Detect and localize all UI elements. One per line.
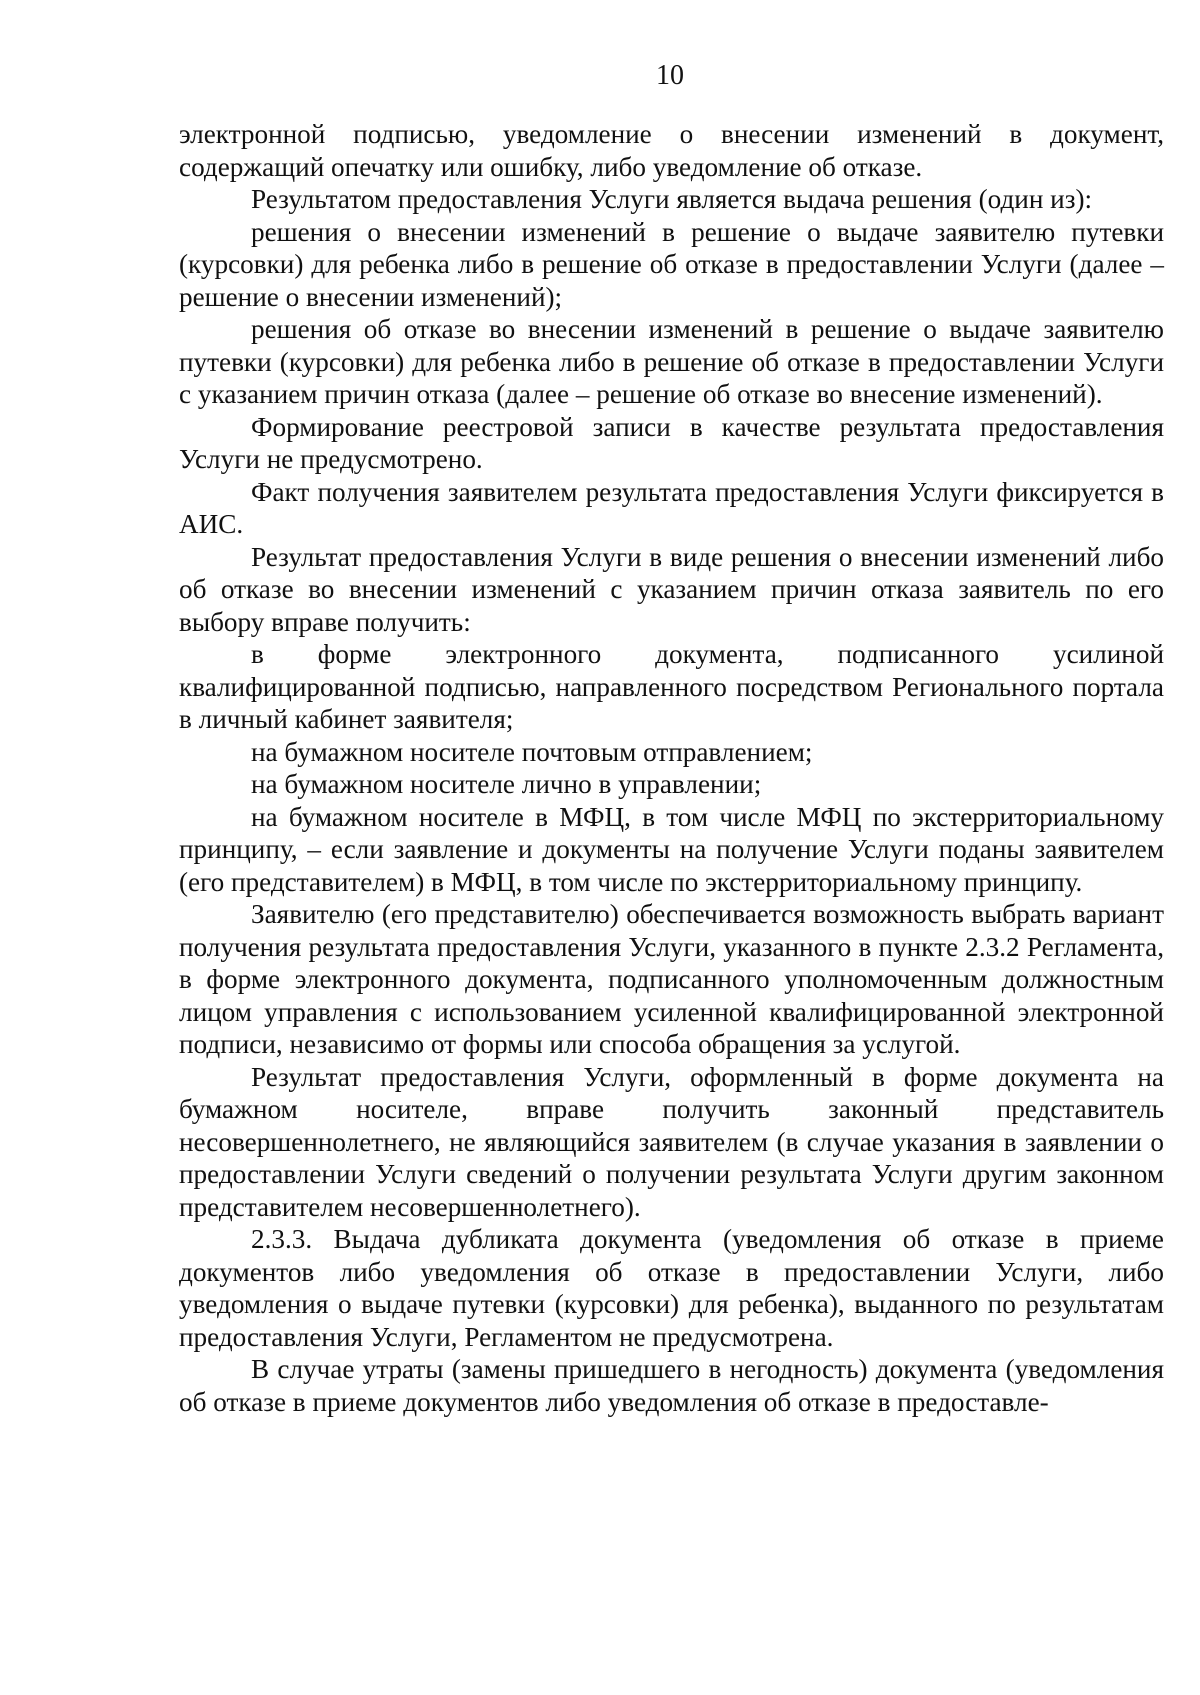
paragraph: Факт получения заявителем результата предоставления Услуги фиксируется в АИС. [179, 476, 1164, 539]
document-body [179, 118, 1164, 1418]
paragraph: на бумажном носителе почтовым отправлением; [251, 736, 813, 767]
paragraph: Результатом предоставления Услуги является выдача решения (один из): [251, 184, 1093, 214]
paragraph: в форме электронного документа, подписанного усилиной квалифицированной подписью, направленного посредством Регионального портала в личный кабинет заявителя; [179, 639, 1164, 734]
paragraph: электронной подписью, уведомление о внесении изменений в документ, содержащий опечатку или ошибку, либо уведомление об отказе. [179, 119, 1164, 182]
paragraph: Формирование реестровой записи в качестве результата предоставления Услуги не предусмотрено. [179, 411, 1164, 474]
page-number: 10 [656, 60, 684, 91]
paragraph: Заявителю (его представителю) обеспечивается возможность выбрать вариант получения результата предоставления Услуги, указанного в пункте 2.3.2 Регламента, в форме электронного документа, подписанного уполномоченным должностным лицом управления с использованием усиленной квалифицированной электронной подписи, независимо от формы или способа обращения за услугой. [179, 899, 1164, 1059]
paragraph: Результат предоставления Услуги, оформленный в форме документа на бумажном носителе, вправе получить законный представитель несовершеннолетнего, не являющийся заявителем (в случае указания в заявлении о предоставлении Услуги сведений о получении результата Услуги другим законном представителем несовершеннолетнего). [179, 1061, 1164, 1222]
paragraph: В случае утраты (замены пришедшего в негодность) документа (уведомления об отказе в приеме документов либо уведомления об отказе в предоставле- [179, 1354, 1164, 1417]
paragraph: решения о внесении изменений в решение о выдаче заявителю путевки (курсовки) для ребенка либо в решение об отказе в предоставлении Услуги (далее – решение о внесении изменений); [179, 216, 1164, 312]
paragraph: 2.3.3. Выдача дубликата документа (уведомления об отказе в приеме документов либо уведомления об отказе в предоставлении Услуги, либо уведомления о выдаче путевки (курсовки) для ребенка), выданного по результатам предоставления Услуги, Регламентом не предусмотрена. [179, 1224, 1164, 1352]
paragraph: Результат предоставления Услуги в виде решения о внесении изменений либо об отказе во внесении изменений с указанием причин отказа заявитель по его выбору вправе получить: [179, 541, 1164, 637]
paragraph: на бумажном носителе лично в управлении; [251, 769, 762, 799]
paragraph: на бумажном носителе в МФЦ, в том числе МФЦ по экстерриториальному принципу, – если заявление и документы на получение Услуги поданы заявителем (его представителем) в МФЦ, в том числе по экстерриториальному принципу. [179, 801, 1164, 897]
paragraph: решения об отказе во внесении изменений в решение о выдаче заявителю путевки (курсовки) для ребенка либо в решение об отказе в предоставлении Услуги с указанием причин отказа (далее – решение об отказе во внесение изменений). [179, 314, 1164, 409]
